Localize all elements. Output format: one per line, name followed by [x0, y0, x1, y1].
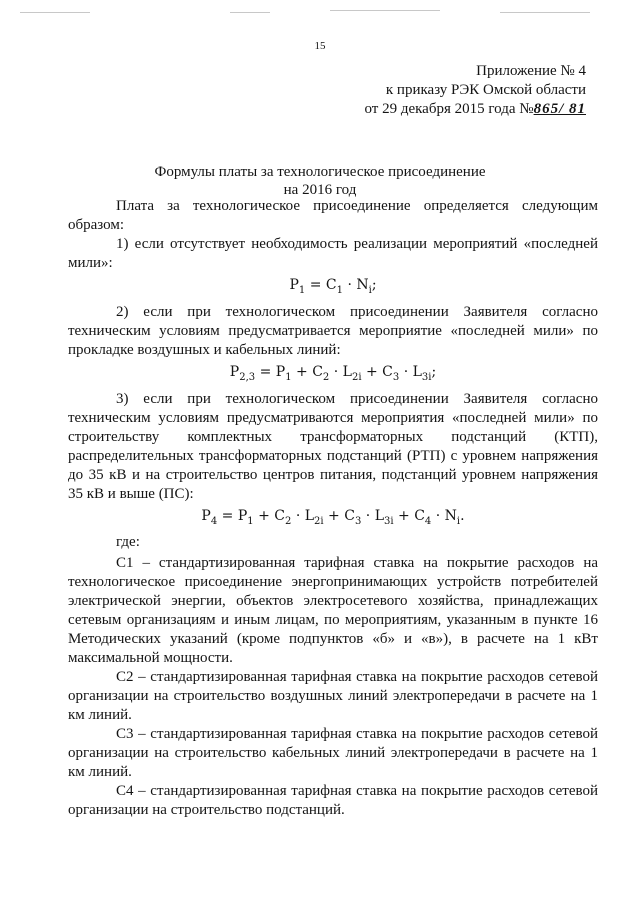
- formula-p4: $P_4 = P_1 + C_2 \cdot L_{2i} + C_3 \cdot L_{3i} + C_4 \cdot N_i$.: [201, 507, 465, 527]
- order-date: от 29 декабря 2015 года №: [364, 101, 534, 117]
- title-line: на 2016 год: [283, 182, 357, 198]
- definition-c4: С4 – стандартизированная тарифная ставка на покрытие расходов сетевой организации на строительство подстанций.: [68, 783, 598, 819]
- where-label: где:: [116, 534, 140, 551]
- appendix-order-line: [364, 100, 586, 119]
- appendix-line: к приказу РЭК Омской области: [385, 82, 586, 98]
- case-2-paragraph: 2) если при технологическом присоединении Заявителя согласно техническим условиям предусматривается мероприятие «последней мили» по прокладке воздушных и кабельных линий:: [68, 303, 598, 358]
- page-number: 15: [314, 40, 326, 52]
- scan-artifact: [230, 12, 270, 13]
- document-body: [68, 197, 598, 820]
- definition-c2: С2 – стандартизированная тарифная ставка на покрытие расходов сетевой организации на строительство воздушных линий электропередачи в расчете на 1 км линий.: [68, 669, 598, 724]
- formula-p1: $P_1 = C_1 \cdot N_i$;: [289, 277, 377, 296]
- title-line: Формулы платы за технологическое присоединение: [154, 164, 486, 180]
- formula-p23: $P_{2,3} = P_1 + C_2 \cdot L_{2i} + C_3 \cdot L_{3i}$;: [229, 363, 437, 383]
- appendix-line: Приложение № 4: [476, 63, 586, 79]
- document-title: [0, 163, 640, 199]
- definition-c3: С3 – стандартизированная тарифная ставка на покрытие расходов сетевой организации на строительство кабельных линий электропередачи в расчете на 1 км линий.: [68, 726, 598, 781]
- handwritten-order-number: 865/ 81: [533, 101, 586, 117]
- intro-paragraph: Плата за технологическое присоединение определяется следующим образом:: [68, 198, 598, 233]
- definition-c1: С1 – стандартизированная тарифная ставка на покрытие расходов на технологическое присоединение энергопринимающих устройств потребителей электрической энергии, объектов электросетевого хозяйства, принадлежащих сетевым организациям и иным лицам, по мероприятиям, указанным в пункте 16 Методических указаний (кроме подпунктов «б» и «в»), в расчете на 1 кВт максимальной мощности.: [68, 555, 598, 667]
- appendix-header: [364, 62, 586, 119]
- scan-artifact: [20, 12, 90, 13]
- scan-artifact: [500, 12, 590, 13]
- case-1-paragraph: 1) если отсутствует необходимость реализации мероприятий «последней мили»:: [68, 236, 598, 271]
- case-3-paragraph: 3) если при технологическом присоединении Заявителя согласно техническим условиям предусматриваются мероприятия «последней мили» по строительству комплектных трансформаторных подстанций (КТП), распределительных трансформаторных подстанций (РТП) с уровнем напряжения до 35 кВ и на строительство центров питания, подстанций уровнем напряжения 35 кВ и выше (ПС):: [68, 390, 598, 502]
- scan-artifact: [330, 10, 440, 11]
